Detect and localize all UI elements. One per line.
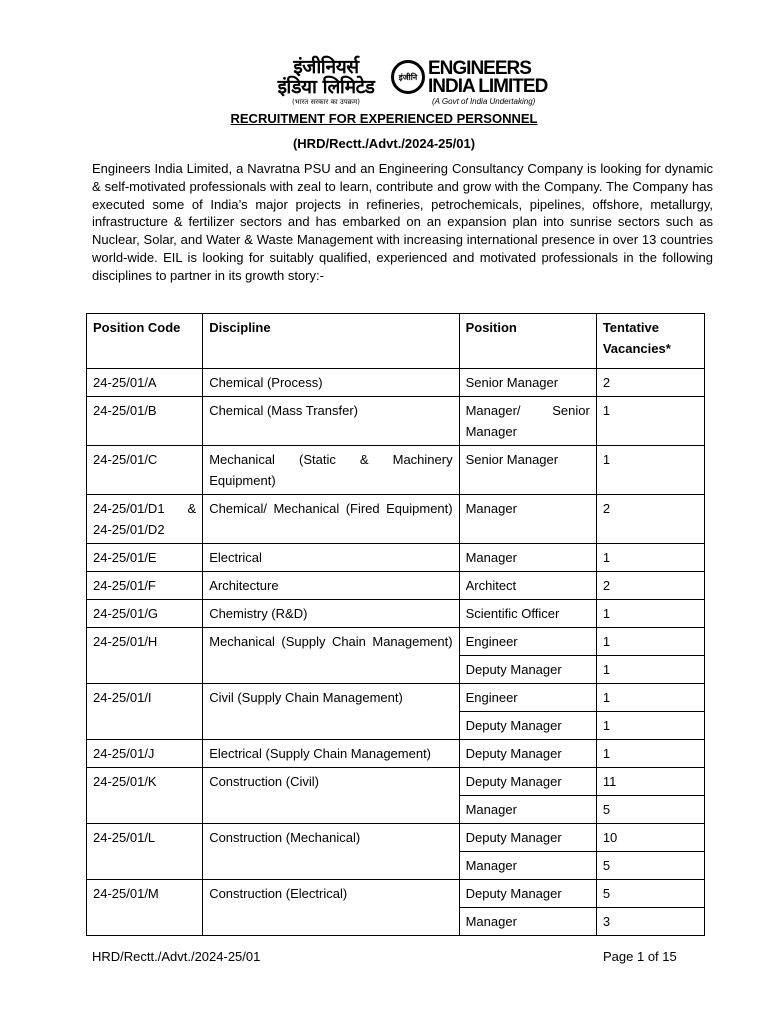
cell-vacancies: 1 bbox=[596, 712, 704, 740]
header-position-code: Position Code bbox=[87, 314, 203, 369]
cell-vacancies: 2 bbox=[596, 495, 704, 544]
cell-position: Engineer bbox=[459, 628, 596, 656]
cell-position: Deputy Manager bbox=[459, 740, 596, 768]
cell-position: Manager bbox=[459, 544, 596, 572]
page-number: Page 1 of 15 bbox=[603, 949, 677, 964]
logo-english-line1: ENGINEERS bbox=[428, 58, 531, 79]
table-row bbox=[87, 600, 705, 628]
cell-position: Manager/ Senior Manager bbox=[459, 397, 596, 446]
table-row bbox=[87, 880, 705, 908]
cell-vacancies: 1 bbox=[596, 628, 704, 656]
cell-discipline: Architecture bbox=[203, 572, 459, 600]
cell-code: 24-25/01/H bbox=[87, 628, 203, 684]
cell-vacancies: 1 bbox=[596, 446, 704, 495]
cell-vacancies: 1 bbox=[596, 740, 704, 768]
logo-english-line3: (A Govt of India Undertaking) bbox=[432, 97, 536, 107]
header-position: Position bbox=[459, 314, 596, 369]
table-row bbox=[87, 544, 705, 572]
logo-english-line2: INDIA LIMITED bbox=[428, 76, 548, 98]
cell-discipline: Electrical bbox=[203, 544, 459, 572]
cell-vacancies: 3 bbox=[596, 908, 704, 936]
cell-code: 24-25/01/C bbox=[87, 446, 203, 495]
cell-position: Deputy Manager bbox=[459, 880, 596, 908]
intro-paragraph: Engineers India Limited, a Navratna PSU and an Engineering Consultancy Company is looking for dynamic & self-motivated professionals with zeal to learn, contribute and grow with the Company. The Company has executed some of India’s major projects in refineries, petrochemicals, pipelines, offshore, metallurgy, infrastructure & fertilizer sectors and has embarked on an expansion plan into sunrise sectors such as Nuclear, Solar, and Water & Waste Management with increasing international presence in over 13 countries world-wide. EIL is looking for suitably qualified, experienced and motivated professionals in the following disciplines to partner in its growth story:- bbox=[92, 161, 713, 283]
cell-code: 24-25/01/B bbox=[87, 397, 203, 446]
table-header-row bbox=[87, 314, 705, 369]
cell-code: 24-25/01/L bbox=[87, 824, 203, 880]
cell-code: 24-25/01/G bbox=[87, 600, 203, 628]
cell-code: 24-25/01/J bbox=[87, 740, 203, 768]
vacancy-table bbox=[86, 313, 705, 936]
cell-position: Deputy Manager bbox=[459, 712, 596, 740]
cell-vacancies: 1 bbox=[596, 656, 704, 684]
table-row bbox=[87, 628, 705, 656]
logo-hindi-line2: इंडिया लिमिटेड bbox=[277, 76, 375, 98]
cell-position: Deputy Manager bbox=[459, 768, 596, 796]
cell-discipline: Mechanical (Supply Chain Management) bbox=[203, 628, 459, 684]
header-vacancies: Tentative Vacancies* bbox=[596, 314, 704, 369]
cell-position: Manager bbox=[459, 495, 596, 544]
cell-vacancies: 11 bbox=[596, 768, 704, 796]
cell-vacancies: 2 bbox=[596, 572, 704, 600]
cell-vacancies: 1 bbox=[596, 544, 704, 572]
cell-position: Deputy Manager bbox=[459, 656, 596, 684]
logo-hindi-line3: (भारत सरकार का उपक्रम) bbox=[292, 98, 360, 106]
cell-vacancies: 1 bbox=[596, 397, 704, 446]
cell-position: Scientific Officer bbox=[459, 600, 596, 628]
header-discipline: Discipline bbox=[203, 314, 459, 369]
cell-vacancies: 10 bbox=[596, 824, 704, 852]
cell-discipline: Construction (Electrical) bbox=[203, 880, 459, 936]
logo-english-text bbox=[428, 60, 547, 106]
cell-discipline: Chemical (Process) bbox=[203, 369, 459, 397]
logo-hindi-line1: इंजीनियर्स bbox=[293, 56, 359, 78]
cell-vacancies: 5 bbox=[596, 796, 704, 824]
cell-position: Architect bbox=[459, 572, 596, 600]
cell-code: 24-25/01/F bbox=[87, 572, 203, 600]
cell-position: Manager bbox=[459, 852, 596, 880]
table-row bbox=[87, 397, 705, 446]
cell-position: Deputy Manager bbox=[459, 824, 596, 852]
cell-discipline: Construction (Mechanical) bbox=[203, 824, 459, 880]
cell-discipline: Civil (Supply Chain Management) bbox=[203, 684, 459, 740]
cell-discipline: Chemistry (R&D) bbox=[203, 600, 459, 628]
table-row bbox=[87, 684, 705, 712]
cell-discipline: Mechanical (Static & Machinery Equipment) bbox=[203, 446, 459, 495]
table-row bbox=[87, 768, 705, 796]
cell-code: 24-25/01/D1 & 24-25/01/D2 bbox=[87, 495, 203, 544]
cell-code: 24-25/01/A bbox=[87, 369, 203, 397]
cell-code: 24-25/01/M bbox=[87, 880, 203, 936]
table-row bbox=[87, 572, 705, 600]
cell-code: 24-25/01/E bbox=[87, 544, 203, 572]
table-row bbox=[87, 824, 705, 852]
advertisement-number: (HRD/Rectt./Advt./2024-25/01) bbox=[292, 136, 476, 151]
cell-code: 24-25/01/I bbox=[87, 684, 203, 740]
footer-reference: HRD/Rectt./Advt./2024-25/01 bbox=[92, 949, 261, 964]
cell-discipline: Electrical (Supply Chain Management) bbox=[203, 740, 459, 768]
page-title: RECRUITMENT FOR EXPERIENCED PERSONNEL bbox=[230, 111, 538, 126]
cell-position: Engineer bbox=[459, 684, 596, 712]
table-row bbox=[87, 740, 705, 768]
logo-hindi-text bbox=[256, 58, 396, 106]
table-row bbox=[87, 369, 705, 397]
cell-position: Senior Manager bbox=[459, 446, 596, 495]
cell-position: Manager bbox=[459, 908, 596, 936]
logo-emblem-text: इंजीनि bbox=[398, 72, 418, 82]
eil-logo bbox=[256, 58, 561, 108]
cell-vacancies: 2 bbox=[596, 369, 704, 397]
cell-code: 24-25/01/K bbox=[87, 768, 203, 824]
cell-vacancies: 1 bbox=[596, 684, 704, 712]
cell-vacancies: 5 bbox=[596, 852, 704, 880]
cell-discipline: Chemical/ Mechanical (Fired Equipment) bbox=[203, 495, 459, 544]
cell-discipline: Construction (Civil) bbox=[203, 768, 459, 824]
cell-discipline: Chemical (Mass Transfer) bbox=[203, 397, 459, 446]
table-row bbox=[87, 495, 705, 544]
table-row bbox=[87, 446, 705, 495]
cell-position: Senior Manager bbox=[459, 369, 596, 397]
logo-emblem-icon bbox=[391, 60, 425, 94]
cell-position: Manager bbox=[459, 796, 596, 824]
cell-vacancies: 1 bbox=[596, 600, 704, 628]
cell-vacancies: 5 bbox=[596, 880, 704, 908]
